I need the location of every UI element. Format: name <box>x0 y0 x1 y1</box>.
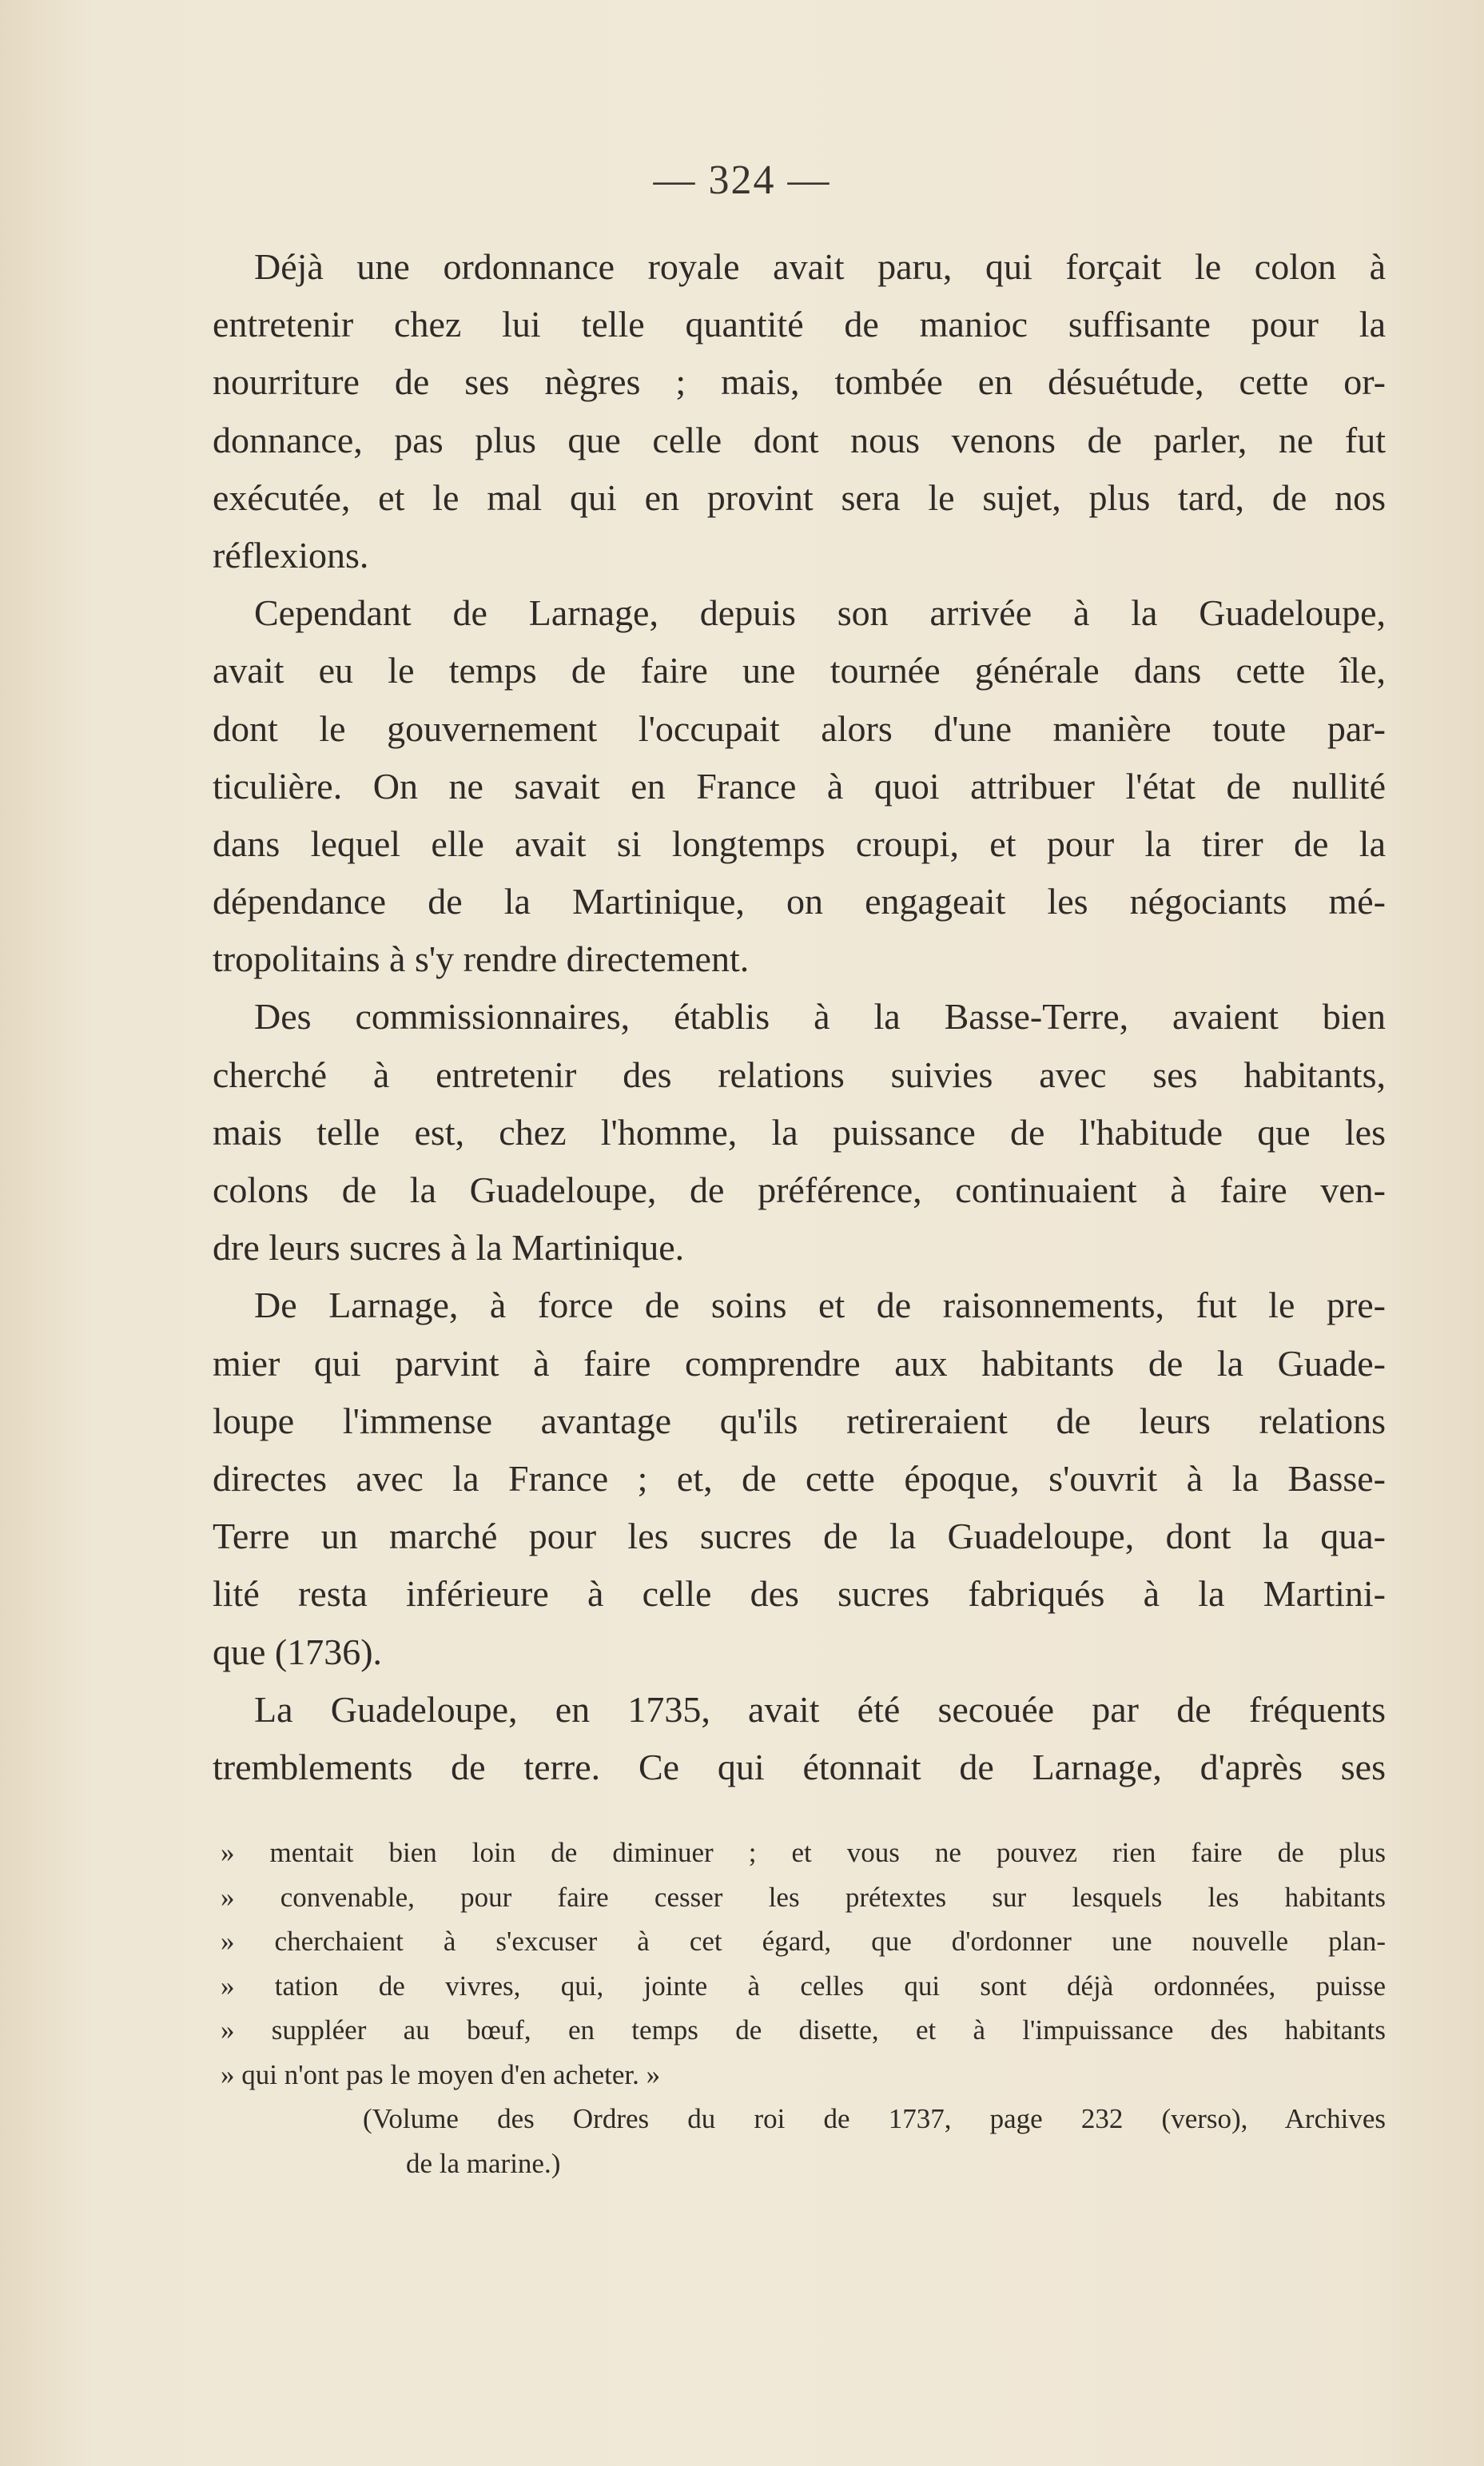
text-line: tremblements de terre. Ce qui étonnait de Larnage, d'après ses <box>213 1746 1386 1787</box>
text-line: exécutée, et le mal qui en provint sera le sujet, plus tard, de nos <box>213 476 1386 518</box>
footnote-line: de la marine.) <box>406 2147 561 2179</box>
text-line: La Guadeloupe, en 1735, avait été secouée par de fréquents <box>254 1688 1386 1730</box>
text-line: lité resta inférieure à celle des sucres fabriqués à la Martini- <box>213 1573 1386 1615</box>
text-line: ticulière. On ne savait en France à quoi attribuer l'état de nullité <box>213 765 1386 807</box>
text-line: dont le gouvernement l'occupait alors d'une manière toute par- <box>213 707 1386 749</box>
text-line: Terre un marché pour les sucres de la Guadeloupe, dont la qua- <box>213 1516 1386 1557</box>
text-line: dépendance de la Martinique, on engageait les négociants mé- <box>213 881 1386 922</box>
text-line: nourriture de ses nègres ; mais, tombée en désuétude, cette or- <box>213 361 1386 403</box>
footnote-block <box>221 1831 1386 2185</box>
text-line: Cependant de Larnage, depuis son arrivée à la Guadeloupe, <box>254 592 1386 634</box>
text-line: De Larnage, à force de soins et de raisonnements, fut le pre- <box>254 1285 1386 1326</box>
text-line: avait eu le temps de faire une tournée générale dans cette île, <box>213 650 1386 691</box>
text-line: réflexions. <box>213 534 369 576</box>
text-line: mais telle est, chez l'homme, la puissance de l'habitude que les <box>213 1111 1386 1153</box>
text-line: donnance, pas plus que celle dont nous venons de parler, ne fut <box>213 419 1386 460</box>
text-line: que (1736). <box>213 1631 383 1672</box>
text-line: tropolitains à s'y rendre directement. <box>213 938 750 980</box>
footnote-line: » tation de vivres, qui, jointe à celles qui sont déjà ordonnées, puisse <box>221 1970 1386 2002</box>
page-number: — 324 — <box>653 157 831 203</box>
text-line: Des commissionnaires, établis à la Basse-Terre, avaient bien <box>254 996 1386 1038</box>
text-line: Déjà une ordonnance royale avait paru, qui forçait le colon à <box>254 246 1386 287</box>
body-text <box>213 238 1386 1796</box>
footnote-line: » mentait bien loin de diminuer ; et vous ne pouvez rien faire de plus <box>221 1837 1386 1868</box>
footnote-line: » cherchaient à s'excuser à cet égard, que d'ordonner une nouvelle plan- <box>221 1926 1386 1957</box>
text-line: loupe l'immense avantage qu'ils retireraient de leurs relations <box>213 1400 1386 1441</box>
text-line: entretenir chez lui telle quantité de manioc suffisante pour la <box>213 304 1386 345</box>
text-line: directes avec la France ; et, de cette époque, s'ouvrit à la Basse- <box>213 1457 1386 1499</box>
text-line: colons de la Guadeloupe, de préférence, continuaient à faire ven- <box>213 1169 1386 1210</box>
text-line: mier qui parvint à faire comprendre aux habitants de la Guade- <box>213 1342 1386 1384</box>
text-line: cherché à entretenir des relations suivies avec ses habitants, <box>213 1054 1386 1095</box>
footnote-line: » convenable, pour faire cesser les prétextes sur lesquels les habitants <box>221 1881 1386 1913</box>
footnote-line: » suppléer au bœuf, en temps de disette, et à l'impuissance des habitants <box>221 2014 1386 2046</box>
text-line: dre leurs sucres à la Martinique. <box>213 1227 685 1269</box>
text-line: dans lequel elle avait si longtemps croupi, et pour la tirer de la <box>213 823 1386 864</box>
footnote-line: (Volume des Ordres du roi de 1737, page 232 (verso), Archives <box>363 2103 1386 2134</box>
footnote-line: » qui n'ont pas le moyen d'en acheter. » <box>221 2058 661 2090</box>
